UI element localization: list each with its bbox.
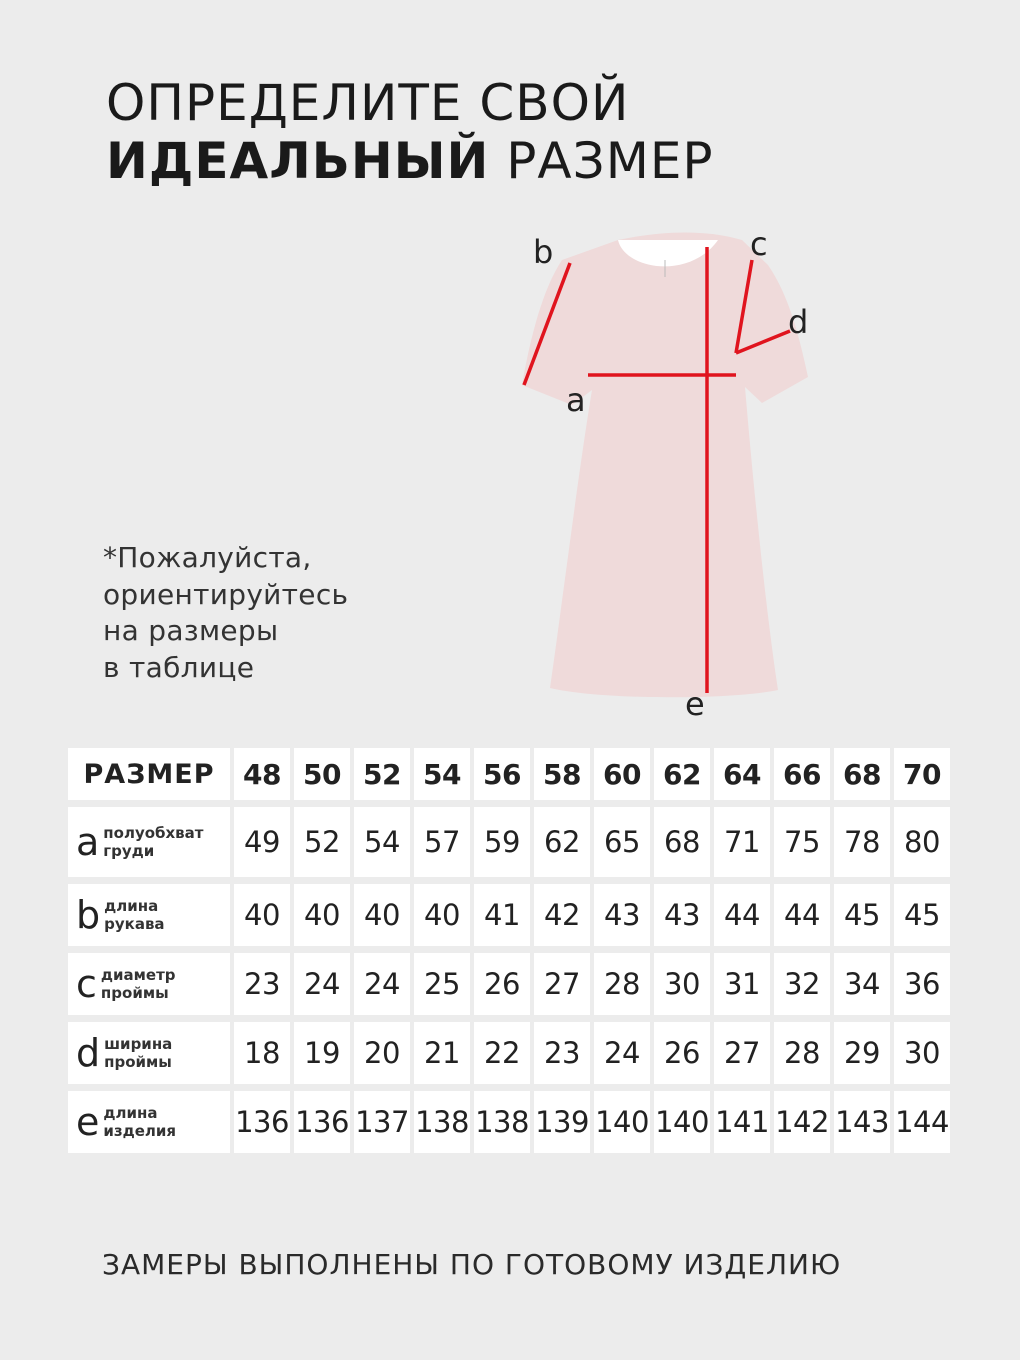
row-letter: d: [76, 1031, 101, 1075]
value-cell: 24: [294, 953, 350, 1015]
label-c: c: [750, 225, 768, 263]
size-cell: 66: [774, 748, 830, 800]
value-cell: 31: [714, 953, 770, 1015]
value-cell: 43: [654, 884, 710, 946]
title-bold-word: ИДЕАЛЬНЫЙ: [106, 132, 490, 190]
table-row: [68, 953, 950, 1015]
value-cell: 143: [834, 1091, 890, 1153]
size-cell: 56: [474, 748, 530, 800]
size-cell: 62: [654, 748, 710, 800]
value-cell: 138: [414, 1091, 470, 1153]
value-cell: 40: [414, 884, 470, 946]
row-label: [68, 1022, 230, 1084]
value-cell: 138: [474, 1091, 530, 1153]
value-cell: 41: [474, 884, 530, 946]
row-desc-line: ширина: [104, 1035, 173, 1053]
size-cell: 50: [294, 748, 350, 800]
title-line-2: [106, 132, 714, 190]
note-line: *Пожалуйста,: [103, 541, 312, 574]
row-label: [68, 953, 230, 1015]
value-cell: 43: [594, 884, 650, 946]
value-cell: 26: [654, 1022, 710, 1084]
value-cell: 36: [894, 953, 950, 1015]
row-desc-line: изделия: [103, 1122, 177, 1140]
value-cell: 42: [534, 884, 590, 946]
value-cell: 141: [714, 1091, 770, 1153]
value-cell: 136: [234, 1091, 290, 1153]
size-cell: 54: [414, 748, 470, 800]
value-cell: 25: [414, 953, 470, 1015]
value-cell: 144: [894, 1091, 950, 1153]
row-letter: c: [76, 962, 97, 1006]
value-cell: 18: [234, 1022, 290, 1084]
row-label-wrap: [68, 820, 230, 864]
value-cell: 80: [894, 807, 950, 877]
value-cell: 68: [654, 807, 710, 877]
value-cell: 26: [474, 953, 530, 1015]
title-line-1: ОПРЕДЕЛИТЕ СВОЙ: [106, 74, 630, 132]
value-cell: 44: [714, 884, 770, 946]
value-cell: 23: [534, 1022, 590, 1084]
value-cell: 27: [534, 953, 590, 1015]
row-desc-line: рукава: [104, 915, 165, 933]
value-cell: 22: [474, 1022, 530, 1084]
size-cell: 48: [234, 748, 290, 800]
value-cell: 45: [834, 884, 890, 946]
value-cell: 30: [654, 953, 710, 1015]
label-b: b: [533, 233, 554, 271]
value-cell: 140: [594, 1091, 650, 1153]
value-cell: 52: [294, 807, 350, 877]
row-desc-line: полуобхват: [103, 824, 204, 842]
value-cell: 136: [294, 1091, 350, 1153]
value-cell: 28: [774, 1022, 830, 1084]
size-cell: 64: [714, 748, 770, 800]
row-label: [68, 884, 230, 946]
size-cell: 60: [594, 748, 650, 800]
value-cell: 44: [774, 884, 830, 946]
value-cell: 49: [234, 807, 290, 877]
table-row: [68, 807, 950, 877]
value-cell: 59: [474, 807, 530, 877]
value-cell: 40: [354, 884, 410, 946]
value-cell: 27: [714, 1022, 770, 1084]
row-desc: [104, 897, 164, 933]
value-cell: 78: [834, 807, 890, 877]
table-row: [68, 1091, 950, 1153]
value-cell: 29: [834, 1022, 890, 1084]
row-label-wrap: [68, 893, 230, 937]
row-label-wrap: [68, 1100, 230, 1144]
row-desc-line: диаметр: [100, 966, 176, 984]
row-desc-line: проймы: [100, 984, 169, 1002]
size-note: [103, 540, 348, 686]
value-cell: 140: [654, 1091, 710, 1153]
row-desc: [104, 1035, 172, 1071]
value-cell: 75: [774, 807, 830, 877]
table-row: [68, 884, 950, 946]
dress-diagram: [500, 225, 840, 725]
size-cell: 58: [534, 748, 590, 800]
note-line: в таблице: [103, 650, 255, 684]
value-cell: 54: [354, 807, 410, 877]
row-desc: [103, 824, 203, 860]
value-cell: 19: [294, 1022, 350, 1084]
value-cell: 65: [594, 807, 650, 877]
value-cell: 137: [354, 1091, 410, 1153]
value-cell: 24: [354, 953, 410, 1015]
title-rest-word: РАЗМЕР: [506, 132, 714, 190]
value-cell: 34: [834, 953, 890, 1015]
value-cell: 21: [414, 1022, 470, 1084]
table-row: [68, 1022, 950, 1084]
row-label-wrap: [68, 962, 230, 1006]
footer-note: ЗАМЕРЫ ВЫПОЛНЕНЫ ПО ГОТОВОМУ ИЗДЕЛИЮ: [102, 1248, 842, 1281]
row-desc-line: проймы: [104, 1053, 172, 1071]
row-letter: b: [76, 893, 101, 937]
value-cell: 139: [534, 1091, 590, 1153]
size-cell: 68: [834, 748, 890, 800]
label-a: a: [566, 381, 586, 419]
value-cell: 24: [594, 1022, 650, 1084]
value-cell: 28: [594, 953, 650, 1015]
note-line: ориентируйтесь: [103, 577, 349, 611]
row-desc-line: длина: [103, 1104, 158, 1122]
row-desc-line: длина: [104, 897, 159, 915]
row-desc: [101, 966, 176, 1002]
value-cell: 57: [414, 807, 470, 877]
row-letter: e: [76, 1100, 100, 1144]
value-cell: 23: [234, 953, 290, 1015]
label-e: e: [685, 685, 705, 723]
size-table: [64, 741, 954, 1160]
value-cell: 40: [234, 884, 290, 946]
value-cell: 30: [894, 1022, 950, 1084]
value-cell: 20: [354, 1022, 410, 1084]
value-cell: 71: [714, 807, 770, 877]
size-cell: 52: [354, 748, 410, 800]
header-label: РАЗМЕР: [68, 748, 230, 800]
page-title: [106, 74, 714, 190]
value-cell: 142: [774, 1091, 830, 1153]
note-line: на размеры: [103, 614, 279, 647]
dress-shape: [522, 232, 808, 697]
value-cell: 62: [534, 807, 590, 877]
value-cell: 45: [894, 884, 950, 946]
value-cell: 32: [774, 953, 830, 1015]
row-label: [68, 807, 230, 877]
row-label-wrap: [68, 1031, 230, 1075]
label-d: d: [788, 303, 809, 341]
row-desc: [103, 1104, 176, 1140]
row-letter: a: [76, 820, 100, 864]
row-label: [68, 1091, 230, 1153]
size-cell: 70: [894, 748, 950, 800]
value-cell: 40: [294, 884, 350, 946]
row-desc-line: груди: [103, 842, 155, 860]
table-header-row: [68, 748, 950, 800]
